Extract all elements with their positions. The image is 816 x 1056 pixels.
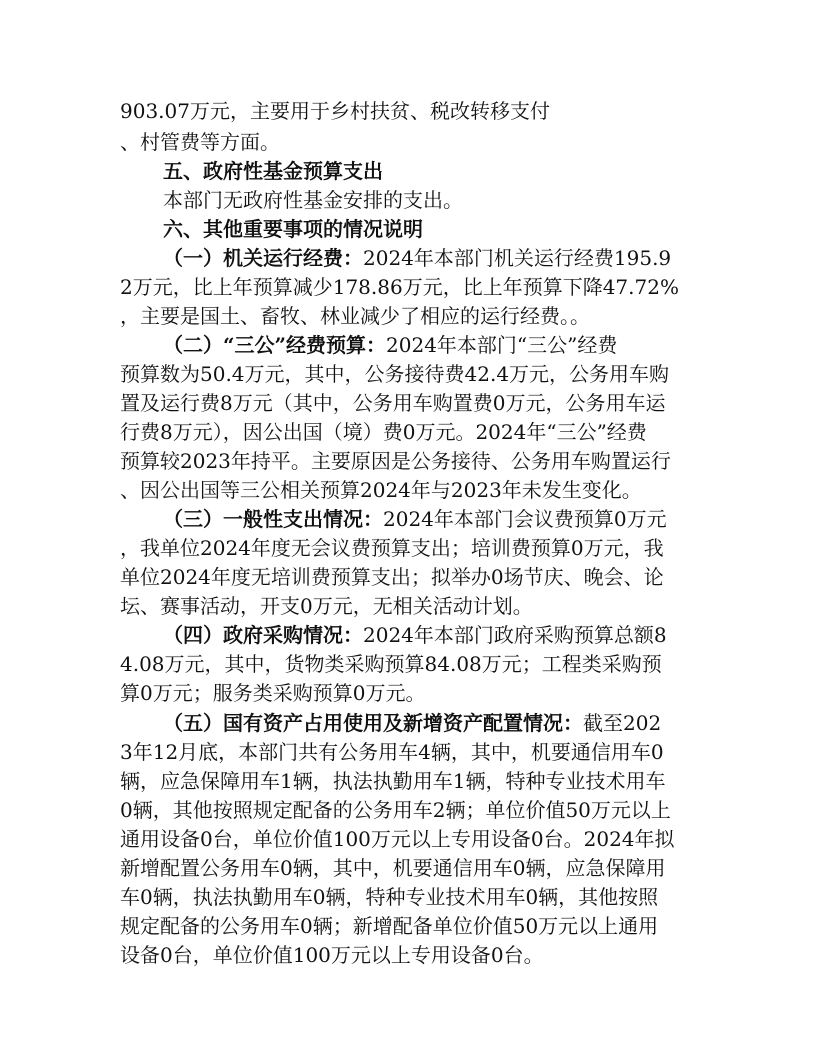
text-run: 单位2024年度无培训费预算支出；拟举办0场节庆、晚会、论	[120, 565, 664, 589]
text-run: 预算较2023年持平。主要原因是公务接待、公务用车购置运行	[120, 449, 671, 473]
text-run: ，我单位2024年度无会议费预算支出；培训费预算0万元，我	[120, 536, 664, 560]
subsection-label: （四）政府采购情况：	[163, 623, 363, 647]
body-text-line	[120, 676, 425, 710]
subsection-label: （二）“三公”经费预算：	[163, 333, 387, 357]
text-run: 2024年本部门机关运行经费195.9	[363, 246, 672, 270]
body-text-line	[120, 938, 544, 972]
subsection-label: （三）一般性支出情况：	[163, 507, 383, 531]
text-run: 2万元，比上年预算减少178.86万元，比上年预算下降47.72%	[120, 275, 679, 299]
text-run: 、因公出国等三公相关预算2024年与2023年未发生变化。	[120, 478, 642, 502]
text-run: 0辆，其他按照规定配备的公务用车2辆；单位价值50万元以上	[120, 798, 671, 822]
text-run: ，主要是国土、畜牧、林业减少了相应的运行经费。。	[120, 304, 590, 328]
text-run: 行费8万元），因公出国（境）费0万元。2024年“三公”经费	[120, 420, 647, 444]
text-run: 设备0台，单位价值100万元以上专用设备0台。	[120, 943, 544, 967]
subsection-label: （一）机关运行经费：	[163, 246, 363, 270]
text-run: 新增配置公务用车0辆，其中，机要通信用车0辆，应急保障用	[120, 856, 666, 880]
text-run: 2024年本部门政府采购预算总额8	[363, 623, 667, 647]
text-run: 3年12月底，本部门共有公务用车4辆，其中，机要通信用车0	[120, 740, 664, 764]
text-run: 规定配备的公务用车0辆；新增配备单位价值50万元以上通用	[120, 914, 659, 938]
text-run: 辆，应急保障用车1辆，执法执勤用车1辆，特种专业技术用车	[120, 769, 666, 793]
text-run: 截至202	[583, 711, 662, 735]
subsection-label: （五）国有资产占用使用及新增资产配置情况：	[163, 711, 583, 735]
text-run: 预算数为50.4万元，其中，公务接待费42.4万元，公务用车购	[120, 362, 670, 386]
text-run: 车0辆，执法执勤用车0辆，特种专业技术用车0辆，其他按照	[120, 885, 659, 909]
heading-text: 五、政府性基金预算支出	[163, 159, 383, 183]
text-run: 算0万元；服务类采购预算0万元。	[120, 681, 426, 705]
text-run: 通用设备0台，单位价值100万元以上专用设备0台。2024年拟	[120, 827, 675, 851]
body-text-line	[120, 94, 550, 128]
heading-text: 六、其他重要事项的情况说明	[163, 217, 423, 241]
text-run: 坛、赛事活动，开支0万元，无相关活动计划。	[120, 594, 533, 618]
text-run: 本部门无政府性基金安排的支出。	[163, 188, 463, 212]
text-run: 903.07万元，主要用于乡村扶贫、税改转移支付	[120, 99, 550, 123]
text-run: 2024年本部门会议费预算0万元	[383, 507, 667, 531]
text-run: 置及运行费8万元（其中，公务用车购置费0万元，公务用车运	[120, 391, 666, 415]
text-run: 、村管费等方面。	[120, 130, 280, 154]
text-run: 4.08万元，其中，货物类采购预算84.08万元；工程类采购预	[120, 652, 662, 676]
text-run: 2024年本部门“三公”经费	[386, 333, 618, 357]
